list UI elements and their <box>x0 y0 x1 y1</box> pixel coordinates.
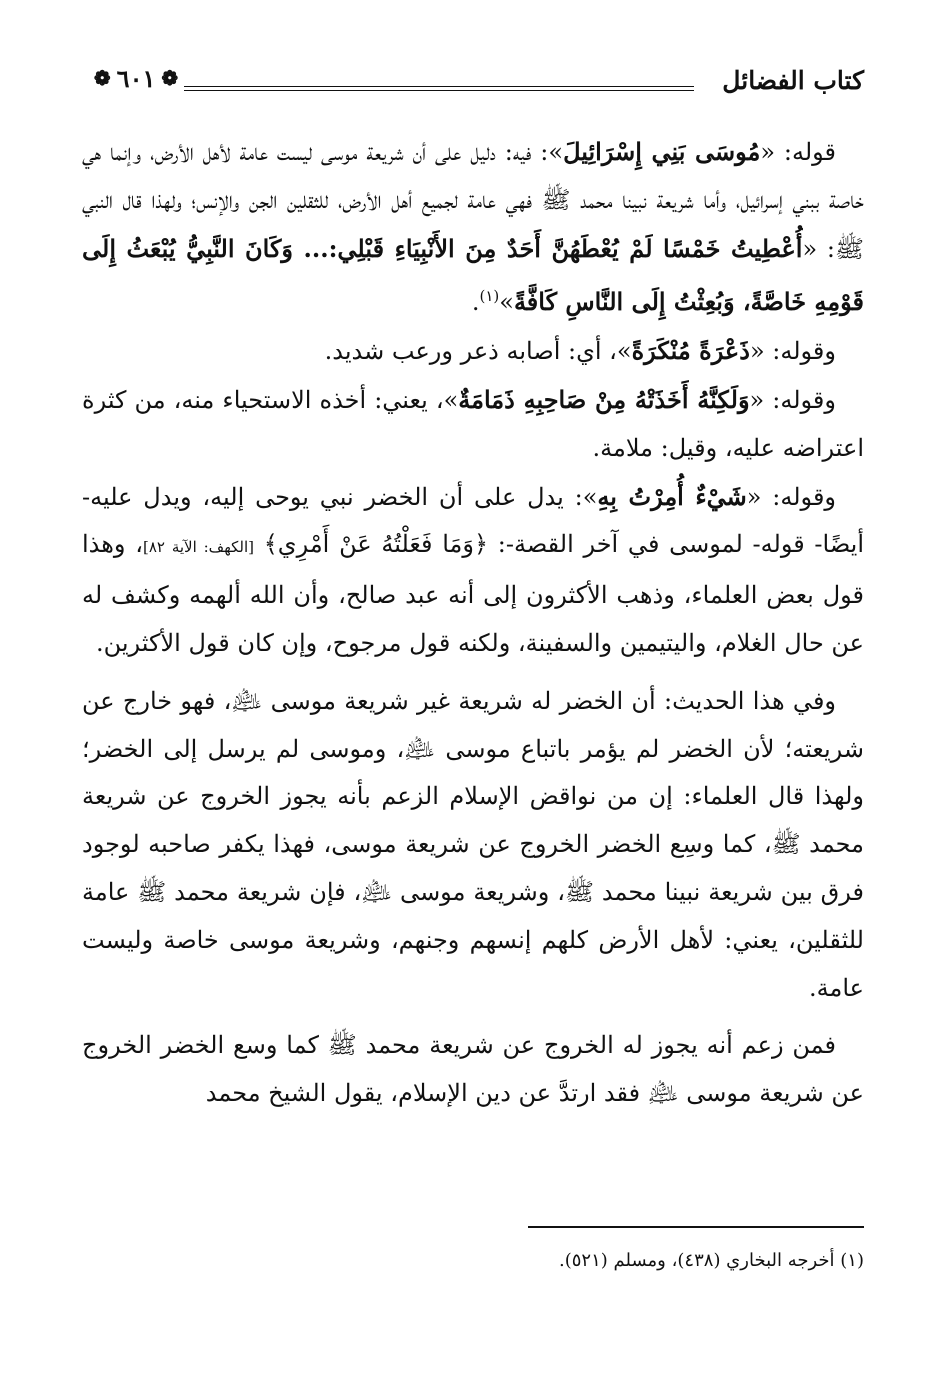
page-number-frame <box>88 58 184 98</box>
hadith-quote: وَلَكِنَّهُ أَخَذَتْهُ مِنْ صَاحِبِهِ ذَمَامَةٌ <box>458 384 750 414</box>
text-run: »، أي: أصابه ذعر ورعب شديد. <box>324 337 632 366</box>
text-run: . <box>471 288 480 317</box>
paragraph <box>82 376 864 473</box>
quran-citation: [الكهف: الآية ٨٢] <box>142 538 254 557</box>
hadith-quote: ذَعْرَةً مُنْكَرَةً <box>631 336 750 366</box>
header-rule <box>184 86 694 91</box>
text-run: » <box>499 288 514 317</box>
footnote-separator <box>528 1226 864 1228</box>
page-number: ٦٠١ <box>116 63 156 93</box>
quran-quote: وَمَا فَعَلْتُهُ عَنْ أَمْرِي <box>277 530 474 559</box>
ornament-icon: ❁ <box>161 66 179 90</box>
text-run: ، وهذا قول بعض العلماء، وذهب الأكثرون إلى أنه عبد صالح، وأن الله ألهمه وكشف له عن حال الغلام، واليتيمين والسفينة، ولكنه قول مرجوح، وإن كان قول الأكثرين. <box>82 530 864 657</box>
text-run: »: يدل على أن الخضر نبي يوحى إليه، ويدل عليه- أيضًا- قوله- لموسى في آخر القصة-: ﴿ <box>82 482 865 559</box>
text-run: »: فيه: دليل على أن شريعة موسى ليست عامة لأهل الأرض، وإنما هي خاصة ببني إسرائيل، وأما شريعة نبينا محمد ﷺ فهي عامة لجميع أهل الأرض، للثقلين الجن والإنس؛ ولهذا قال النبي ﷺ: « <box>82 138 865 263</box>
ornament-icon: ❁ <box>93 66 111 90</box>
footnote: (١) أخرجه البخاري (٤٣٨)، ومسلم (٥٢١). <box>559 1250 864 1271</box>
footnote-ref: (١) <box>479 287 500 306</box>
text-run: »، يعني: أخذه الاستحياء منه، من كثرة اعتراضه عليه، وقيل: ملامة. <box>82 385 864 462</box>
hadith-quote: شَيْءٌ أُمِرْتُ بِهِ <box>597 481 747 511</box>
book-title: كتاب الفضائل <box>722 66 864 95</box>
text-run: وقوله: « <box>749 337 836 366</box>
text-run: وقوله: « <box>746 482 837 511</box>
paragraph <box>82 473 864 668</box>
hadith-quote: مُوسَى بَنِي إِسْرَائِيلَ <box>563 137 761 166</box>
paragraph: وفي هذا الحديث: أن الخضر له شريعة غير شريعة موسى ﵇، فهو خارج عن شريعته؛ لأن الخضر لم يؤمر باتباع موسى ﵇، وموسى لم يرسل إلى الخضر؛ ولهذا قال العلماء: إن من نواقض الإسلام الزعم بأنه يجوز الخروج عن شريعة محمد ﷺ، كما وسِع الخضر الخروج عن شريعة موسى، فهذا يكفر صاحبه لوجود فرق بين شريعة نبينا محمد ﷺ، وشريعة موسى ﵇، فإن شريعة محمد ﷺ عامة للثقلين، يعني: لأهل الأرض كلهم إنسهم وجنهم، وشريعة موسى خاصة وليست عامة. <box>82 686 864 1002</box>
text-run: ﴾ <box>254 530 278 559</box>
paragraph <box>82 128 864 327</box>
paragraph: فمن زعم أنه يجوز له الخروج عن شريعة محمد ﷺ كما وسع الخضر الخروج عن شريعة موسى ﵇ فقد ارتدَّ عن دين الإسلام، يقول الشيخ محمد <box>82 1031 864 1108</box>
text-run: قوله: « <box>760 138 837 166</box>
page-body <box>82 128 864 1118</box>
page-header <box>88 52 864 108</box>
paragraph <box>82 327 864 376</box>
hadith-quote: أُعْطِيتُ خَمْسًا لَمْ يُعْطَهُنَّ أَحَدٌ مِنَ الأَنْبِيَاءِ قَبْلِي:... وَكَانَ النَّبِيُّ يُبْعَثُ إِلَى قَوْمِهِ خَاصَّةً، وَبُعِثْتُ إِلَى النَّاسِ كَافَّةً <box>82 233 864 317</box>
text-run: وقوله: « <box>749 385 836 414</box>
